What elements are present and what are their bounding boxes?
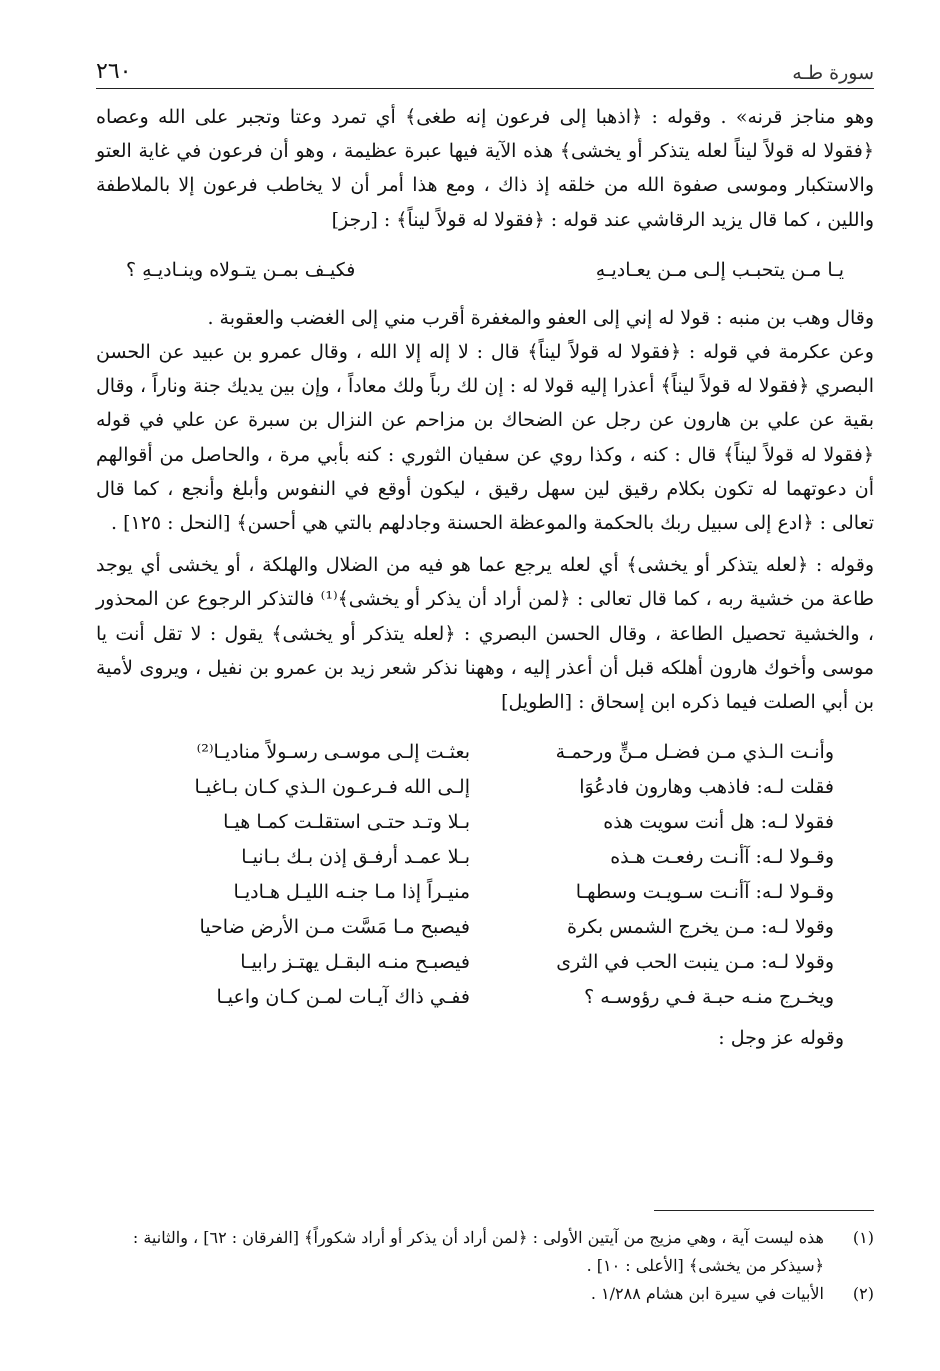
footnote-divider xyxy=(654,1210,874,1211)
poem-hemistich: وقـولا لـه: آأنـت رفعـت هـذه xyxy=(610,846,834,869)
footnote-number: (٢) xyxy=(852,1284,874,1303)
poem-hemistich: وقولا لـه: مـن يخرج الشمس بكرة xyxy=(566,916,834,939)
poem-hemistich: إلـى الله فـرعـون الـذي كـان بـاغيـا xyxy=(194,776,470,799)
paragraph: وعن عكرمة في قوله : ﴿فقولا له قولاً ليناً﴾ قال : لا إله إلا الله ، وقال عمرو بن عبيد عن الحسن البصري ﴿فقولا له قولاً ليناً﴾ أعذرا إليه قولا له : إن لك رباً ولك معاداً ، وإن بين يديك جنة وناراً ، وقال بقية عن علي بن هارون عن رجل عن الضحاك بن مزاحم عن النزال بن سبرة عن علي في قوله ﴿فقولا له قولاً ليناً﴾ قال : كنه ، وكذا روي عن سفيان الثوري : كنه بأبي مرة ، والحاصل من أقوالهم أن دعوتهما له تكون بكلام رقيق لين سهل رقيق ، ليكون أوقع في النفوس وأبلغ وأنجع ، كما قال تعالى : ﴿ادع إلى سبيل ربك بالحكمة والموعظة الحسنة وجادلهم بالتي هي أحسن﴾ [النحل : ١٢٥] . xyxy=(96,341,874,535)
poem-hemistich: فيصبـح منـه البقـل يهتـز رابيـا xyxy=(240,951,470,974)
paragraph: وقوله : ﴿لعله يتذكر أو يخشى﴾ أي لعله يرجع عما هو فيه من الضلال والهلكة ، أو يخشى أي يوجد طاعة من خشية ربه ، كما قال تعالى : ﴿لمن أراد أن يذكر أو يخشى﴾⁽¹⁾ فالتذكر الرجوع عن المحذور ، والخشية تحصيل الطاعة ، وقال الحسن البصري : ﴿لعله يتذكر أو يخشى﴾ يقول : لا تقل أنت يا موسى وأخوك هارون أهلكه قبل أن أعذر إليه ، وههنا نذكر شعر زيد بن عمرو بن نفيل ، ويروى لأمية بن أبي الصلت فيما ذكره ابن إسحاق : [الطويل] xyxy=(96,554,874,714)
footnote-number: (١) xyxy=(852,1228,874,1247)
footnote-text: هذه ليست آية ، وهي مزيج من آيتين الأولى : ﴿لمن أراد أن يذكر أو أراد شكوراً﴾ [الفرقان : ٦٢] ، والثانية : ﴿سيذكر من يخشى﴾ [الأعلى : ١٠] . xyxy=(132,1228,824,1275)
poem-hemistich: ففـي ذاك آيـات لمـن كـان واعيـا xyxy=(216,986,470,1009)
poem-hemistich: منيـراً إذا مـا جنـه الليـل هـاديـا xyxy=(233,881,470,904)
footnote xyxy=(96,1280,874,1308)
poem-hemistich: فيصبح مـا مَسَّت مـن الأرض ضاحيا xyxy=(199,916,470,939)
poem-hemistich: بـلا عمـد أرفـق إذن بـك بـانيـا xyxy=(241,846,470,869)
poem-hemistich: ويخـرج منـه حبـة فـي رؤوسـه ؟ xyxy=(584,986,834,1009)
poem-hemistich: بـلا وتـد حتـى استقلـت كمـا هيـا xyxy=(223,811,470,834)
page-number: ٢٦٠ xyxy=(96,59,132,84)
poem-hemistich: فقلت لـه: فاذهب وهارون فادعُوَا xyxy=(579,776,834,799)
poem-hemistich: فقولا لـه: هل أنت سويت هذه xyxy=(603,811,834,834)
poem-hemistich: وقـولا لـه: آأنـت سـويـت وسطهـا xyxy=(575,881,834,904)
footnote-text: الأبيات في سيرة ابن هشام ١/٢٨٨ . xyxy=(590,1284,824,1303)
poem-hemistich: وأنـت الـذي مـن فضـل مـنٍّ ورحمـة xyxy=(555,741,834,764)
footnote xyxy=(96,1224,874,1280)
verse-first-hemistich: يـا مـن يتحبـب إلـى مـن يعـاديـهِ xyxy=(595,258,844,281)
page-body xyxy=(96,100,874,1055)
footnotes xyxy=(96,1224,874,1308)
closing-line: وقوله عز وجل : xyxy=(718,1027,844,1050)
paragraph: وهو مناجز قرنه» . وقوله : ﴿اذهبا إلى فرعون إنه طغى﴾ أي تمرد وعتا وتجبر على الله وعصاه ﴿فقولا له قولاً ليناً لعله يتذكر أو يخشى﴾ هذه الآية فيها عبرة عظيمة ، وهو أن فرعون في غاية العتو والاستكبار وموسى صفوة الله من خلقه إذ ذاك ، ومع هذا أمر أن لا يخاطب فرعون إلا بالملاطفة واللين ، كما قال يزيد الرقاشي عند قوله : ﴿فقولا له قولاً ليناً﴾ : [رجز] xyxy=(96,106,875,231)
poem-hemistich: بعثـت إلـى موسـى رسـولاً مناديـا⁽²⁾ xyxy=(196,741,470,764)
surah-title: سورة طـه xyxy=(792,62,874,84)
poem xyxy=(96,735,874,1015)
rajaz-verse xyxy=(126,253,844,287)
paragraph: وقال وهب بن منبه : قولا له إني إلى العفو والمغفرة أقرب مني إلى الغضب والعقوبة . xyxy=(207,306,874,329)
verse-second-hemistich: فكيـف بمـن يتـولاه وينـاديـهِ ؟ xyxy=(126,258,356,281)
poem-hemistich: وقولا لـه: مـن ينبت الحب في الثرى xyxy=(556,951,834,974)
page-header xyxy=(96,56,874,89)
